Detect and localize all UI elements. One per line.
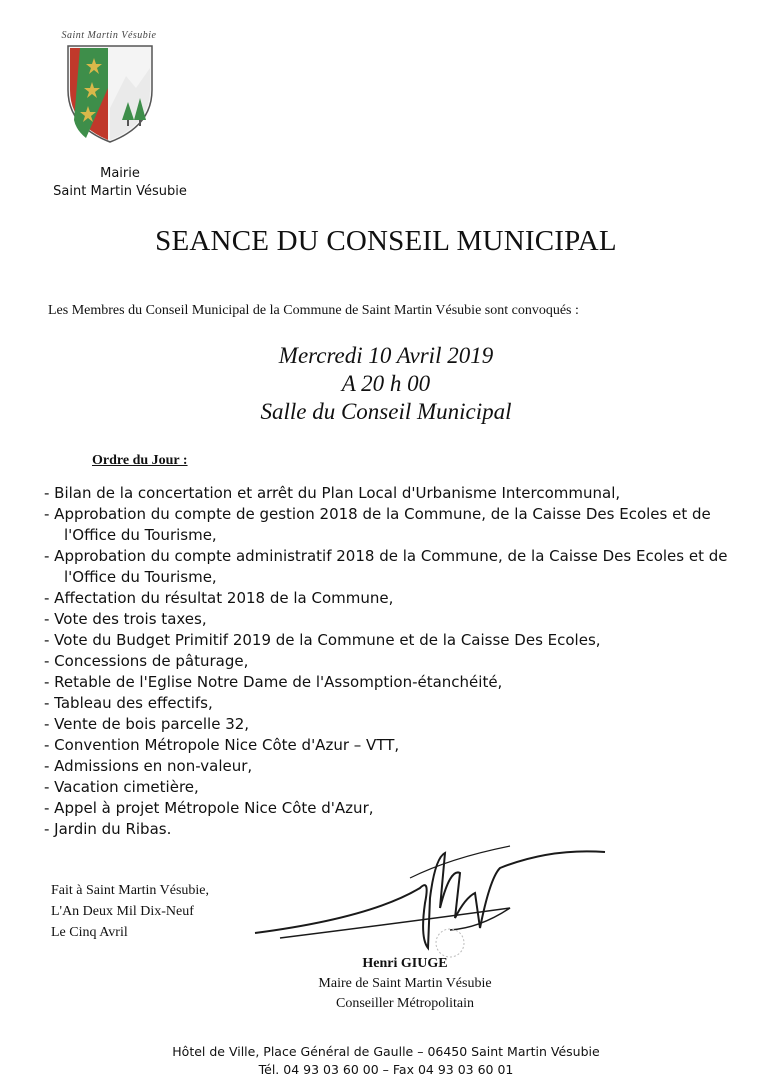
signer-role-metro: Conseiller Métropolitain bbox=[335, 996, 475, 1011]
intro-text: Les Membres du Conseil Municipal de la Commune de Saint Martin Vésubie sont convoqués : bbox=[48, 303, 579, 318]
meeting-info bbox=[0, 342, 772, 426]
meeting-place: Salle du Conseil Municipal bbox=[260, 399, 512, 424]
signer-name: Henri GIUGE bbox=[362, 956, 448, 971]
crest-motto: Saint Martin Vésubie bbox=[61, 30, 157, 41]
agenda-item: - Admissions en non-valeur, bbox=[44, 757, 253, 775]
agenda-item: - Affectation du résultat 2018 de la Commune, bbox=[44, 589, 394, 607]
agenda-item: - Vente de bois parcelle 32, bbox=[44, 715, 250, 733]
agenda-item: - Jardin du Ribas. bbox=[44, 820, 172, 838]
agenda-item: - Appel à projet Métropole Nice Côte d'Azur, bbox=[44, 799, 374, 817]
mairie-label: Mairie bbox=[100, 166, 140, 181]
agenda-item: - Retable de l'Eglise Notre Dame de l'Assomption-étanchéité, bbox=[44, 673, 503, 691]
agenda-item: - Vote du Budget Primitif 2019 de la Commune et de la Caisse Des Ecoles, bbox=[44, 631, 601, 649]
coat-of-arms-icon bbox=[46, 28, 172, 146]
signature-icon bbox=[250, 838, 610, 958]
agenda-list bbox=[44, 483, 756, 840]
meeting-date: Mercredi 10 Avril 2019 bbox=[278, 343, 494, 368]
meeting-time: A 20 h 00 bbox=[341, 371, 431, 396]
town-name: Saint Martin Vésubie bbox=[53, 184, 187, 199]
agenda-item: - Tableau des effectifs, bbox=[44, 694, 213, 712]
agenda-item: - Approbation du compte de gestion 2018 de la Commune, de la Caisse Des Ecoles et de l'Office du Tourisme, bbox=[44, 505, 711, 544]
agenda-item: - Vacation cimetière, bbox=[44, 778, 199, 796]
agenda-heading: Ordre du Jour : bbox=[92, 453, 188, 468]
agenda-item: - Concessions de pâturage, bbox=[44, 652, 249, 670]
closing-block bbox=[51, 880, 209, 943]
agenda-item: - Approbation du compte administratif 2018 de la Commune, de la Caisse Des Ecoles et de l'Office du Tourisme, bbox=[44, 547, 728, 586]
signer-role-mayor: Maire de Saint Martin Vésubie bbox=[318, 976, 492, 991]
footer-contact: Tél. 04 93 03 60 00 – Fax 04 93 03 60 01 bbox=[258, 1062, 514, 1077]
closing-place: Fait à Saint Martin Vésubie, bbox=[51, 883, 209, 898]
agenda-item: - Bilan de la concertation et arrêt du Plan Local d'Urbanisme Intercommunal, bbox=[44, 484, 621, 502]
signer-block bbox=[280, 954, 530, 1014]
footer bbox=[0, 1043, 772, 1079]
agenda-item: - Vote des trois taxes, bbox=[44, 610, 207, 628]
closing-year: L'An Deux Mil Dix-Neuf bbox=[51, 904, 194, 919]
mairie-header bbox=[40, 165, 200, 201]
closing-day: Le Cinq Avril bbox=[51, 925, 128, 940]
footer-address: Hôtel de Ville, Place Général de Gaulle – 06450 Saint Martin Vésubie bbox=[172, 1044, 600, 1059]
agenda-item: - Convention Métropole Nice Côte d'Azur – VTT, bbox=[44, 736, 400, 754]
page-title: SEANCE DU CONSEIL MUNICIPAL bbox=[155, 225, 617, 257]
